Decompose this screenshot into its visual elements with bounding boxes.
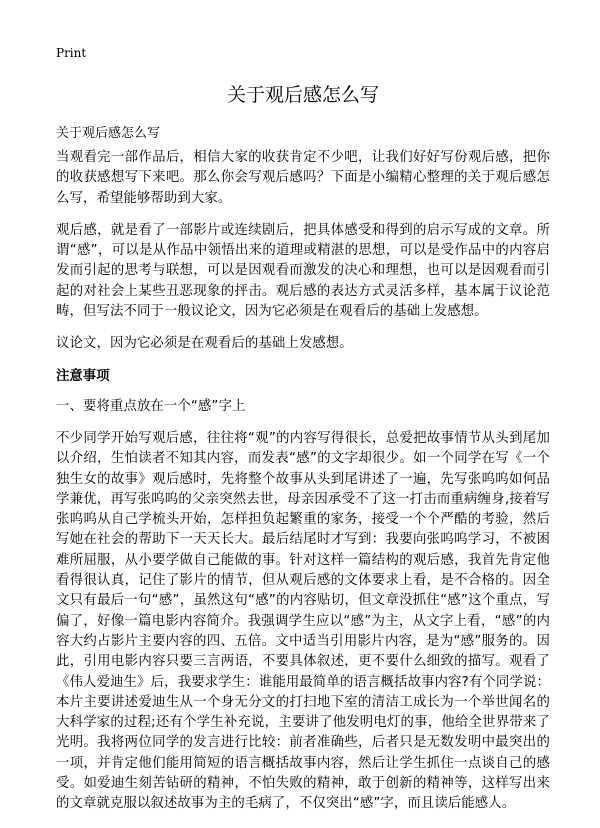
definition-paragraph: 观后感，就是看了一部影片或连续剧后，把具体感受和得到的启示写成的文章。所谓“感”，可以是从作品中领悟出来的道理或精湛的思想，可以是受作品中的内容启发而引起的思考与联想，可以是因观看而激发的决心和理想，也可以是因观看而引起的对社会上某些丑恶现象的抨击。观后感的表达方式灵活多样，基本属于议论范畴，但写法不同于一般议论文，因为它必须是在观看后的基础上发感想。 [56, 222, 550, 320]
section-heading: 注意事项 [56, 368, 110, 384]
section-item: 一、要将重点放在一个“感”字上 [56, 398, 246, 414]
note-paragraph: 议论文，因为它必须是在观看后的基础上发感想。 [56, 336, 353, 352]
print-link[interactable]: Print [56, 46, 87, 60]
page-title: 关于观后感怎么写 [226, 84, 379, 106]
intro-paragraph: 当观看完一部作品后，相信大家的收获肯定不少吧，让我们好好写份观后感，把你的收获感想写下来吧。那么你会写观后感吗？下面是小编精心整理的关于观后感怎么写，希望能够帮助到大家。 [56, 150, 550, 206]
article-body [56, 148, 550, 827]
section-paragraph: 不少同学开始写观后感，往往将“观”的内容写得很长，总爱把故事情节从头到尾加以介绍，生怕读者不知其内容，而发表“感”的文字却很少。如一个同学在写《一个独生女的故事》观后感时，先将整个故事从头到尾讲述了一遍，先写张呜呜如何品学兼优，再写张呜呜的父亲突然去世，母亲因承受不了这一打击而重病缠身,接着写张呜呜从自己学梳头开始，怎样担负起繁重的家务，接受一个个严酷的考验，然后写她在社会的帮助下一天天长大。最后结尾时才写到：我要向张呜呜学习，不被困难所屈服，从小要学做自己能做的事。针对这样一篇结构的观后感，我首先肯定他看得很认真，记住了影片的情节，但从观后感的文体要求上看，是不合格的。因全文只有最后一句“感”，虽然这句“感”的内容贴切，但文章没抓住“感”这个重点，写偏了，好像一篇电影内容简介。我强调学生应以“感”为主，从文字上看，“感”的内容大约占影片主要内容的四、五倍。文中适当引用影片内容，是为“感”服务的。因此，引用电影内容只要三言两语，不要具体叙述，更不要什么细致的描写。观看了《伟人爱迪生》后，我要求学生：谁能用最简单的语言概括故事内容?有个同学说：本片主要讲述爱迪生从一个身无分文的打扫地下室的清洁工成长为一个举世闻名的大科学家的过程;还有个学生补充说，主要讲了他发明电灯的事，他给全世界带来了光明。我将两位同学的发言进行比较：前者准确些，后者只是无数发明中最突出的一项，并肯定他们能用简短的语言概括故事内容，然后让学生抓住一点谈自己的感受。如爱迪生刻苦钻研的精神，不怕失败的精神，敢于创新的精神等，这样写出来的文章就克服以叙述故事为主的毛病了，不仅突出“感”字，而且读后能感人。 [56, 430, 550, 812]
article-subtitle: 关于观后感怎么写 [56, 126, 161, 141]
